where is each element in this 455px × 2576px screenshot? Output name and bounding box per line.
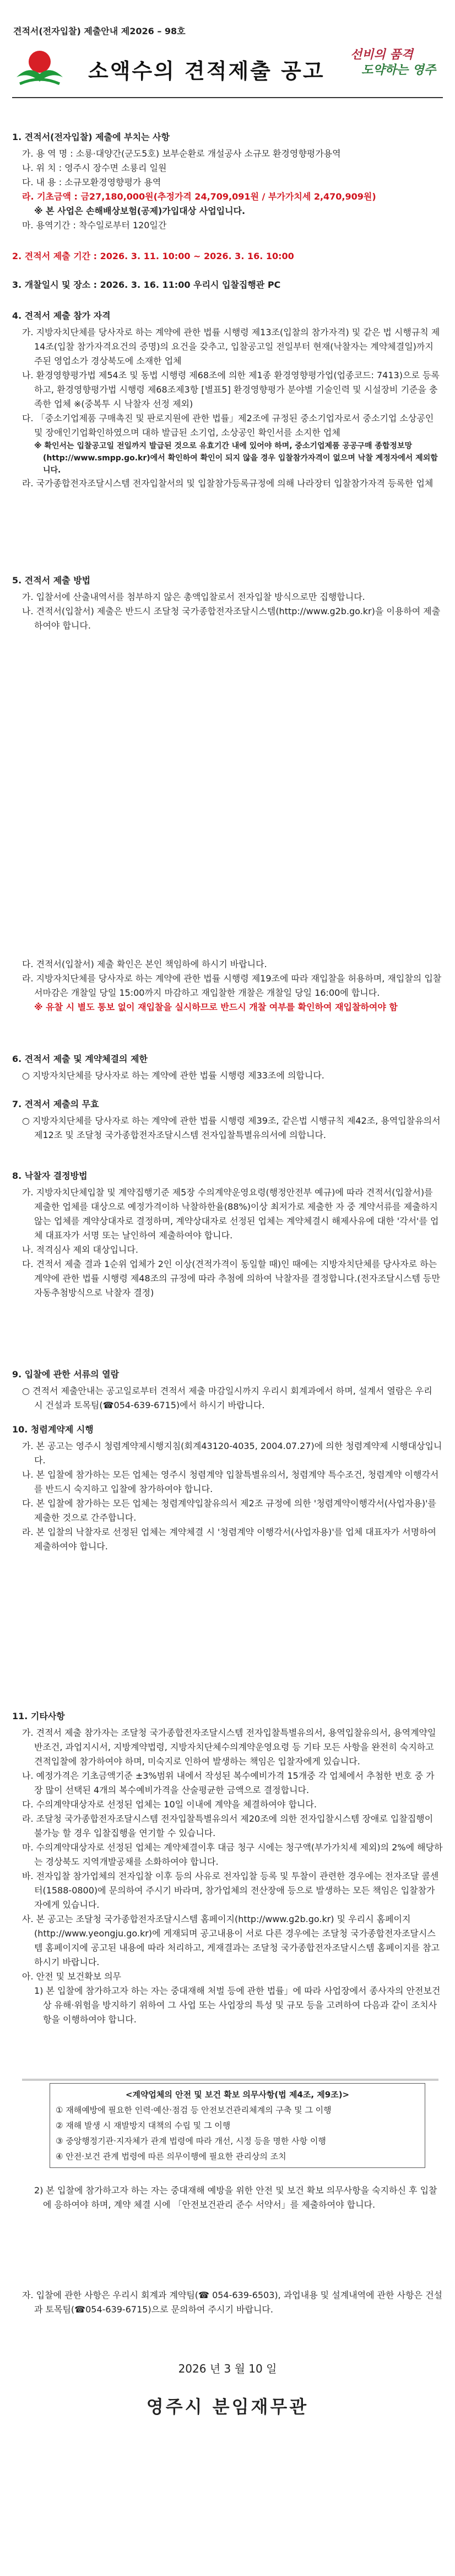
integrity-na: 나. 본 입찰에 참가하는 모든 업체는 영주시 청렴계약 입찰특별유의서, 청렴계약 특수조건, 청렴계약 이행각서를 반드시 숙지하고 입찰에 참가하여야 합니다. — [22, 1469, 439, 1494]
qualification-ra: 라. 국가종합전자조달시스템 전자입찰서의 및 입찰참가등록규정에 의해 나라장터 입찰참가자격 등록한 업체 — [22, 478, 434, 489]
section-7-heading: 7. 견적서 제출의 무효 — [12, 1099, 99, 1109]
award-ga: 가. 지방자치단체입찰 및 계약집행기준 제5장 수의계약운영요령(행정안전부 예규)에 따라 견적서(입찰서)를 제출한 업체를 대상으로 예정가격이하 낙찰하한율(88%)이상 최저가로 제출한 자 중 계약서류를 제출하지 않는 업체를 계약상대자로 결정하며, 계약상대자로 선정된 업체는 계약체결시 해제사유에 대한 '각서'를 업체 대표자가 서명 또는 날인하여 제출하여야 합니다. — [22, 1187, 439, 1241]
section-4-heading: 4. 견적서 제출 참가 자격 — [12, 310, 111, 321]
integrity-ra: 라. 본 입찰의 낙찰자로 선정된 업체는 계약체결 시 '청렴계약 이행각서(사업자용)'를 업체 대표자가 서명하여 제출하여야 합니다. — [22, 1527, 437, 1552]
safety-item-2: ② 재해 발생 시 재발방지 대책의 수립 및 그 이행 — [56, 2121, 231, 2130]
misc-ga: 가. 견적서 제출 참가자는 조달청 국가종합전자조달시스템 전자입찰특별유의서, 용역입찰유의서, 용역계약일반조건, 과업지시서, 지방계약법령, 지방자치단체수의계약운영요령 등 기타 모든 사항을 완전히 숙지하고 견적입찰에 참가하여야 하며, 미숙지로 인하여 발생하는 책임은 입찰자에게 있습니다. — [22, 1727, 436, 1767]
section-6 — [12, 1052, 443, 1083]
qualification-da-note: ※ 확인서는 입찰공고일 전일까지 발급된 것으로 유효기간 내에 있어야 하며, 중소기업제품 공공구매 종합정보망(http://www.smpp.go.kr)에서 확인하여 확인이 되지 않을 경우 입찰참가자격이 없으며 낙찰 계정자에서 제외합니다. — [34, 442, 438, 475]
misc-a: 아. 안전 및 보건확보 의무 — [22, 1971, 121, 1982]
section-5-cont — [12, 957, 443, 1015]
restriction-text: ○ 지방자치단체를 당사자로 하는 계약에 관한 법률 시행령 제33조에 의합니다. — [22, 1070, 324, 1081]
document-number: 견적서(전자입찰) 제출안내 제2026 – 98호 — [13, 26, 186, 36]
section-1 — [12, 130, 443, 233]
misc-ja: 자. 입찰에 관한 사항은 우리시 회계과 계약팀(☎ 054-639-6503), 과업내용 및 설계내역에 관한 사항은 건설과 토목팀(☎054-639-6715)으로 문의하여 주시기 바랍니다. — [22, 2290, 443, 2315]
section-2-heading: 2. 견적서 제출 기간 : 2026. 3. 11. 10:00 ~ 2026. 3. 16. 10:00 — [12, 251, 294, 261]
section-11-cont — [12, 2183, 443, 2212]
safety-obligation-box — [50, 2083, 425, 2168]
notice-date: 2026 년 3 월 10 일 — [178, 2362, 277, 2375]
section-8 — [12, 1169, 443, 1300]
section-9-heading: 9. 입찰에 관한 서류의 열람 — [12, 1369, 120, 1380]
misc-sa: 사. 본 공고는 조달청 국가종합전자조달시스템 홈페이지(http://www.g2b.go.kr) 및 우리시 홈페이지(http://www.yeongju.go.kr)에 게재되며 공고내용이 서로 다른 경우에는 조달청 국가종합전자조달시스템 홈페이지에 공고된 내용에 따라 처리하고, 게재결과는 조달청 국가종합전자조달시스템 홈페이지를 참고하시기 바랍니다. — [22, 1914, 440, 1967]
section-3-heading: 3. 개찰일시 및 장소 : 2026. 3. 16. 11:00 우리시 입찰집행관 PC — [12, 280, 281, 290]
page-title: 소액수의 견적제출 공고 — [88, 59, 325, 83]
qualification-ga: 가. 지방자치단체를 당사자로 하는 계약에 관한 법률 시행령 제13조(입찰의 참가자격) 및 같은 법 시행규칙 제14조(입찰 참가자격요건의 증명)의 요건을 갖추고, 입찰공고일 전일부터 현재(낙찰자는 계약체결일)까지 주된 영업소가 경상북도에 소재한 업체 — [22, 327, 440, 366]
qualification-na: 나. 환경영향평가법 제54조 및 동법 시행령 제68조에 의한 제1종 환경영향평가업(업종코드: 7413)으로 등록하고, 환경영향평가법 시행령 제68조제3항 [별표5] 환경영향평가 분야별 기술인력 및 시설장비 기준을 충족한 업체 ※(중복투 시 낙찰자 선정 제외) — [22, 370, 440, 409]
inspection-text: ○ 견적서 제출안내는 공고일로부터 견적서 제출 마감일시까지 우리시 회계과에서 하며, 설계서 열람은 우리 시 건설과 토목팀(☎054-639-6715)에서 하시기 바랍니다. — [22, 1386, 432, 1410]
section-6-heading: 6. 견적서 제출 및 계약체결의 제한 — [12, 1054, 148, 1064]
safety-item-3: ③ 중앙행정기관·지자체가 관계 법령에 따라 개선, 시정 등을 명한 사항 이행 — [56, 2136, 326, 2146]
service-content: 다. 내 용 : 소규모환경영향평가 용역 — [22, 177, 161, 187]
safety-item-1: ① 재해예방에 필요한 인력·예산·점검 등 안전보건관리체계의 구축 및 그 이행 — [56, 2105, 332, 2115]
integrity-da: 다. 본 입찰에 참가하는 모든 업체는 청렴계약입찰유의서 제2조 규정에 의한 '청렴계약이행각서(사업자용)'를 제출한 것으로 간주합니다. — [22, 1498, 437, 1523]
safety-box-heading: <계약업체의 안전 및 보건 확보 의무사항(법 제4조, 제9조)> — [125, 2090, 350, 2100]
section-5-heading: 5. 견적서 제출 방법 — [12, 575, 91, 586]
section-3 — [12, 278, 443, 294]
integrity-ga: 가. 본 공고는 영주시 청렴계약제시행지침(회계43120-4035, 2004.07.27)에 의한 청렴계약제 시행대상입니다. — [22, 1441, 442, 1466]
yeongju-logo-icon — [12, 45, 67, 88]
title-divider — [12, 97, 443, 98]
misc-da: 다. 수의계약대상자로 선정된 업체는 10일 이내에 계약을 체결하여야 합니다. — [22, 1799, 317, 1810]
section-4 — [12, 309, 443, 491]
method-na: 나. 견적서(입찰서) 제출은 반드시 조달청 국가종합전자조달시스템(http://www.g2b.go.kr)을 이용하여 제출하여야 합니다. — [22, 606, 441, 631]
slogan-line1: 선비의 품격 — [350, 48, 413, 62]
section-11-heading: 11. 기타사항 — [12, 1711, 65, 1721]
city-slogan — [350, 47, 436, 78]
section-9 — [12, 1367, 443, 1413]
insurance-note: ※ 본 사업은 손해배상보험(공제)가입대상 사업입니다. — [34, 206, 246, 216]
safety-item-4: ④ 안전·보건 관계 법령에 따른 의무이행에 필요한 관리상의 조치 — [56, 2151, 286, 2161]
misc-na: 나. 예정가격은 기초금액기준 ±3%범위 내에서 작성된 복수예비가격 15개중 각 업체에서 추첨한 번호 중 가장 많이 선택된 4개의 복수예비가격을 산술평균한 금액으로 결정합니다. — [22, 1770, 435, 1795]
method-ga: 가. 입찰서에 산출내역서를 첨부하지 않은 총액입찰로서 전자입찰 방식으로만 집행합니다. — [22, 592, 365, 602]
section-7 — [12, 1097, 443, 1142]
section-11 — [12, 1709, 443, 2027]
section-5 — [12, 573, 443, 633]
service-location: 나. 위 치 : 영주시 장수면 소룡리 일원 — [22, 163, 167, 173]
section-2 — [12, 249, 443, 266]
misc-ra: 라. 조달청 국가종합전자조달시스템 전자입찰특별유의서 제20조에 의한 전자입찰시스템 장애로 입찰집행이 불가능 할 경우 입찰집행을 연기할 수 있습니다. — [22, 1813, 434, 1838]
issuer-name: 영주시 분임재무관 — [146, 2396, 309, 2417]
safety-duty-1: 1) 본 입찰에 참가하고자 하는 자는 중대재해 처벌 등에 관한 법률」에 따라 사업장에서 종사자의 안전보건상 유해·위험을 방지하기 위하여 그 사업 또는 사업장의 특성 및 규모 등을 고려하여 다음과 같이 조치사항을 이행하여야 합니다. — [34, 1985, 441, 2025]
base-amount: 라. 기초금액 : 금27,180,000원(추정가격 24,709,091원 / 부가가치세 2,470,909원) — [22, 191, 376, 202]
section-8-heading: 8. 낙찰자 결정방법 — [12, 1171, 88, 1181]
service-period: 마. 용역기간 : 착수일로부터 120일간 — [22, 220, 167, 230]
misc-ma: 마. 수의계약대상자로 선정된 업체는 계약체결이후 대금 청구 시에는 청구액(부가가치세 제외)의 2%에 해당하는 경상북도 지역개발공채를 소화하여야 합니다. — [22, 1842, 443, 1867]
box-top-bar — [22, 2074, 438, 2080]
award-na: 나. 적격심사 제외 대상입니다. — [22, 1244, 138, 1255]
qualification-da: 다. 「중소기업제품 구매촉진 및 판로지원에 관한 법률」제2조에 규정된 중소기업자로서 중소기업 소상공인 및 장애인기업확인하였으며 대하 발급된 소기업, 소상공인 확인서를 소지한 업체 — [22, 413, 434, 438]
slogan-line2: 도약하는 영주 — [361, 63, 436, 77]
misc-ba: 바. 전자입찰 참가업체의 전자입찰 이후 등의 사유로 전자입찰 등록 및 투찰이 관련한 경우에는 전자조달 콜센터(1588-0800)에 문의하여 주시기 바라며, 참가업체의 전산장애 등으로 발생하는 모든 책임은 입찰참가자에게 있습니다. — [22, 1871, 439, 1910]
section-11-contact — [12, 2288, 443, 2317]
rebid-note: ※ 유찰 시 별도 통보 없이 재입찰을 실시하므로 반드시 개찰 여부를 확인하여 재입찰하여야 함 — [34, 1002, 398, 1012]
section-10-heading: 10. 청렴계약제 시행 — [12, 1424, 94, 1435]
invalidity-text: ○ 지방자치단체를 당사자로 하는 계약에 관한 법률 시행령 제39조, 같은법 시행규칙 제42조, 용역입찰유의서 제12조 및 조달청 국가종합전자조달시스템 전자입찰특별유의서에 의합니다. — [22, 1115, 441, 1140]
safety-duty-2: 2) 본 입찰에 참가하고자 하는 자는 중대재해 예방을 위한 안전 및 보건 확보 의무사항을 숙지하신 후 입찰에 응하여야 하며, 계약 체결 시에 「안전보건관리 준수 서약서」를 제출하여야 합니다. — [34, 2185, 437, 2210]
section-1-heading: 1. 견적서(전자입찰) 제출에 부치는 사항 — [12, 132, 170, 142]
award-da: 다. 견적서 제출 결과 1순위 업체가 2인 이상(견적가격이 동일할 때)인 때에는 지방자치단체를 당사자로 하는 계약에 관한 법률 시행령 제48조의 규정에 따라 추첨에 의하여 낙찰자를 결정합니다.(전자조달시스템 등만 자동추첨방식으로 낙찰자 결정) — [22, 1259, 440, 1298]
service-name: 가. 용 역 명 : 소룡·대양간(군도5호) 보부순환로 개설공사 소규모 환경영향평가용역 — [22, 148, 341, 159]
section-10 — [12, 1423, 443, 1554]
method-da: 다. 견적서(입찰서) 제출 확인은 본인 책임하에 하시기 바랍니다. — [22, 959, 267, 969]
method-ra: 라. 지방자치단체를 당사자로 하는 계약에 관한 법률 시행령 제19조에 따라 재입찰을 허용하며, 재입찰의 입찰서마감은 개찰일 당일 15:00까지 마감하고 재입찰한 개찰은 개찰일 당일 16:00에 합니다. — [22, 973, 442, 998]
